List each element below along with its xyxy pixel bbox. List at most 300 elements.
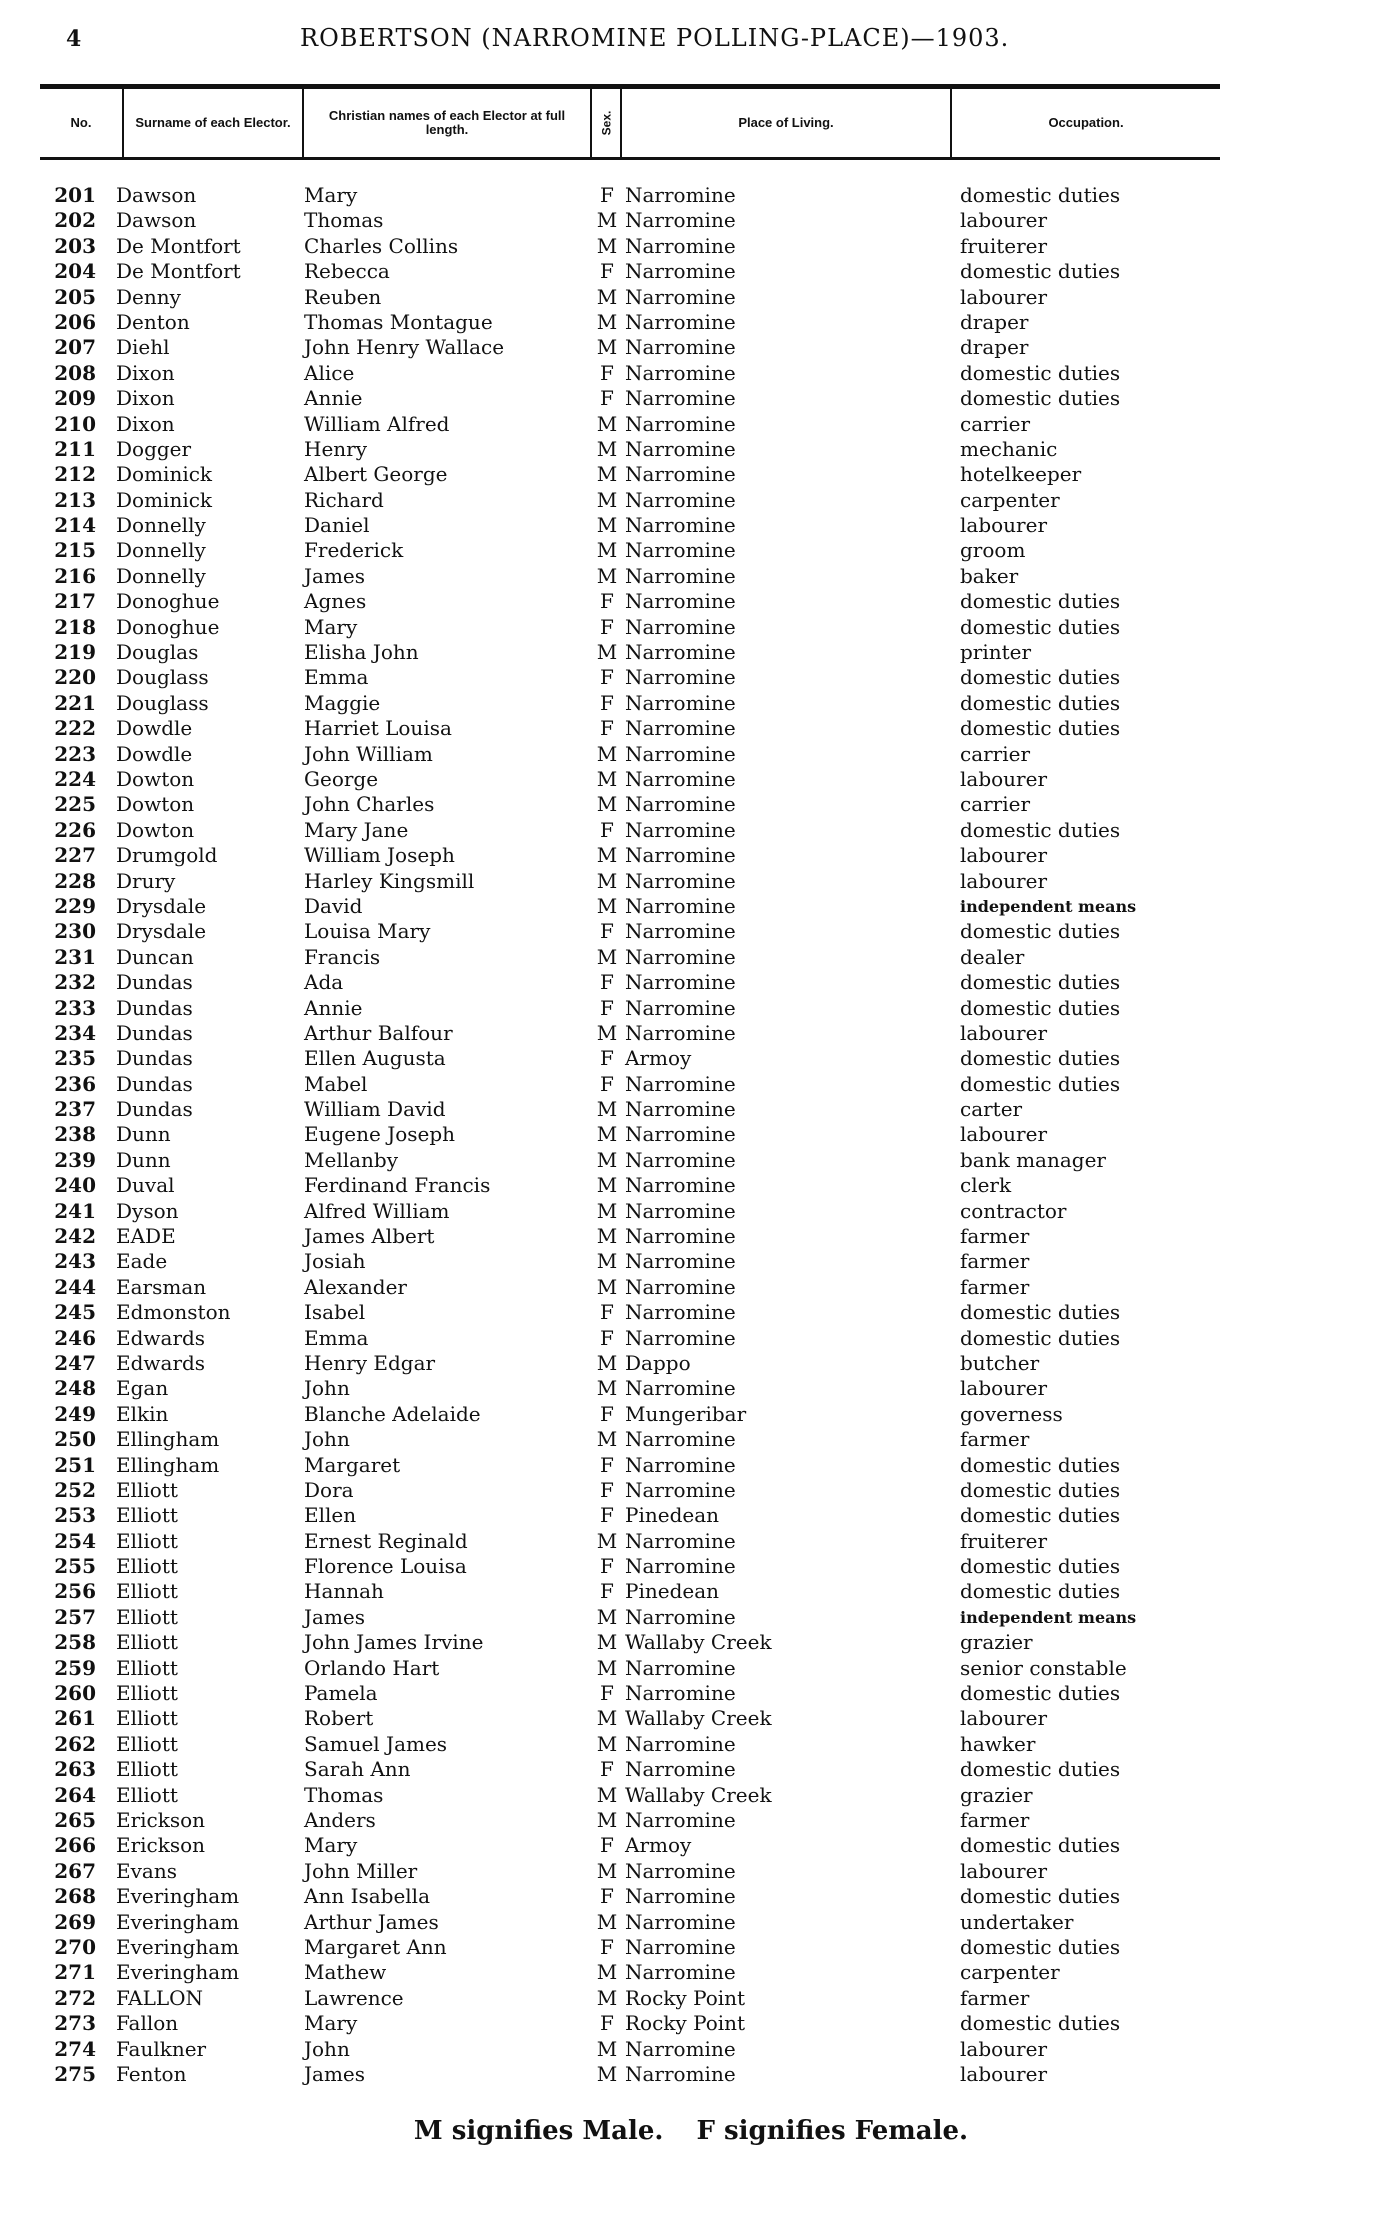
elector-occupation: draper bbox=[960, 335, 1029, 360]
elector-christian-names: James bbox=[304, 563, 366, 588]
elector-occupation: baker bbox=[960, 563, 1019, 588]
elector-number: 209 bbox=[54, 386, 96, 411]
elector-place: Narromine bbox=[625, 1858, 736, 1883]
elector-place: Narromine bbox=[625, 716, 736, 741]
table-row bbox=[0, 589, 1382, 614]
table-row bbox=[0, 1859, 1382, 1884]
table-row bbox=[0, 970, 1382, 995]
elector-place: Narromine bbox=[625, 766, 736, 791]
elector-place: Narromine bbox=[625, 1274, 736, 1299]
elector-christian-names: Henry Edgar bbox=[304, 1350, 436, 1375]
elector-sex: F bbox=[600, 1681, 614, 1706]
elector-sex: F bbox=[600, 589, 614, 614]
elector-surname: Dundas bbox=[116, 1046, 193, 1071]
elector-occupation: labourer bbox=[960, 1706, 1048, 1731]
table-row bbox=[0, 1173, 1382, 1198]
elector-sex: M bbox=[596, 487, 618, 512]
elector-number: 226 bbox=[54, 817, 96, 842]
elector-christian-names: James bbox=[304, 2061, 366, 2086]
table-row bbox=[0, 615, 1382, 640]
elector-christian-names: John James Irvine bbox=[304, 1630, 484, 1655]
elector-place: Narromine bbox=[625, 690, 736, 715]
table-row bbox=[0, 767, 1382, 792]
elector-christian-names: Rebecca bbox=[304, 259, 390, 284]
table-row bbox=[0, 1021, 1382, 1046]
elector-christian-names: Thomas Montague bbox=[304, 309, 493, 334]
table-row bbox=[0, 1783, 1382, 1808]
elector-surname: Dyson bbox=[116, 1198, 179, 1223]
table-row bbox=[0, 1072, 1382, 1097]
elector-occupation: domestic duties bbox=[960, 614, 1121, 639]
table-row bbox=[0, 1376, 1382, 1401]
elector-occupation: domestic duties bbox=[960, 690, 1121, 715]
elector-surname: Dominick bbox=[116, 487, 213, 512]
table-row bbox=[0, 386, 1382, 411]
header-christian-names: Christian names of each Elector at full length. bbox=[302, 89, 590, 157]
elector-place: Narromine bbox=[625, 1554, 736, 1579]
elector-christian-names: William Alfred bbox=[304, 411, 450, 436]
elector-occupation: governess bbox=[960, 1401, 1063, 1426]
table-row bbox=[0, 2037, 1382, 2062]
elector-place: Narromine bbox=[625, 1071, 736, 1096]
elector-sex: F bbox=[600, 259, 614, 284]
elector-list bbox=[0, 183, 1382, 2087]
elector-sex: M bbox=[596, 513, 618, 538]
table-row bbox=[0, 1554, 1382, 1579]
elector-number: 262 bbox=[54, 1731, 96, 1756]
elector-number: 221 bbox=[54, 690, 96, 715]
elector-number: 264 bbox=[54, 1782, 96, 1807]
elector-christian-names: John Miller bbox=[304, 1858, 418, 1883]
elector-surname: Dixon bbox=[116, 386, 175, 411]
elector-place: Narromine bbox=[625, 1884, 736, 1909]
elector-christian-names: Emma bbox=[304, 665, 369, 690]
table-row bbox=[0, 513, 1382, 538]
elector-sex: M bbox=[596, 893, 618, 918]
elector-occupation: fruiterer bbox=[960, 1528, 1048, 1553]
elector-christian-names: Florence Louisa bbox=[304, 1554, 467, 1579]
elector-sex: F bbox=[600, 1934, 614, 1959]
header-no: No. bbox=[70, 115, 92, 130]
elector-surname: Everingham bbox=[116, 1884, 240, 1909]
elector-surname: Dowdle bbox=[116, 741, 193, 766]
elector-number: 232 bbox=[54, 970, 96, 995]
elector-place: Narromine bbox=[625, 1808, 736, 1832]
elector-place: Wallaby Creek bbox=[625, 1782, 772, 1807]
elector-place: Narromine bbox=[625, 741, 736, 766]
elector-christian-names: Josiah bbox=[304, 1249, 366, 1274]
table-row bbox=[0, 894, 1382, 919]
elector-christian-names: Lawrence bbox=[304, 1985, 404, 2010]
table-row bbox=[0, 818, 1382, 843]
table-row bbox=[0, 1656, 1382, 1681]
elector-sex: M bbox=[596, 208, 618, 233]
elector-christian-names: John William bbox=[304, 741, 433, 766]
elector-number: 247 bbox=[54, 1350, 96, 1375]
table-row bbox=[0, 1148, 1382, 1173]
table-row bbox=[0, 183, 1382, 208]
elector-place: Armoy bbox=[625, 1046, 692, 1071]
table-row bbox=[0, 792, 1382, 817]
elector-occupation: labourer bbox=[960, 1020, 1048, 1045]
elector-place: Narromine bbox=[625, 1452, 736, 1477]
elector-sex: F bbox=[600, 665, 614, 690]
table-row bbox=[0, 1249, 1382, 1274]
table-row bbox=[0, 437, 1382, 462]
elector-number: 216 bbox=[54, 563, 96, 588]
elector-sex: M bbox=[596, 284, 618, 309]
elector-occupation: dealer bbox=[960, 944, 1025, 969]
column-header-row bbox=[40, 84, 1220, 160]
elector-occupation: carrier bbox=[960, 792, 1031, 817]
elector-sex: M bbox=[596, 1731, 618, 1756]
elector-surname: Denny bbox=[116, 284, 181, 309]
elector-surname: Elliott bbox=[116, 1757, 178, 1782]
elector-christian-names: William Joseph bbox=[304, 843, 455, 868]
elector-occupation: carpenter bbox=[960, 1960, 1060, 1985]
elector-sex: F bbox=[600, 1046, 614, 1071]
elector-number: 273 bbox=[54, 2011, 96, 2036]
elector-occupation: farmer bbox=[960, 1427, 1030, 1452]
elector-surname: Dowton bbox=[116, 792, 195, 817]
elector-place: Narromine bbox=[625, 2036, 736, 2061]
elector-surname: Donoghue bbox=[116, 589, 220, 614]
elector-occupation: groom bbox=[960, 538, 1026, 563]
elector-number: 214 bbox=[54, 513, 96, 538]
elector-christian-names: Henry bbox=[304, 436, 368, 461]
elector-occupation: carrier bbox=[960, 411, 1031, 436]
elector-surname: Donnelly bbox=[116, 513, 206, 538]
elector-surname: Earsman bbox=[116, 1274, 207, 1299]
elector-number: 240 bbox=[54, 1173, 96, 1198]
elector-occupation: domestic duties bbox=[960, 1884, 1121, 1909]
elector-surname: Duncan bbox=[116, 944, 194, 969]
elector-place: Narromine bbox=[625, 1960, 736, 1985]
table-row bbox=[0, 1833, 1382, 1858]
elector-christian-names: Annie bbox=[304, 386, 363, 411]
elector-occupation: hawker bbox=[960, 1731, 1036, 1756]
elector-christian-names: Robert bbox=[304, 1706, 374, 1731]
elector-surname: Douglas bbox=[116, 640, 199, 665]
table-row bbox=[0, 1402, 1382, 1427]
elector-surname: Elkin bbox=[116, 1401, 169, 1426]
elector-place: Narromine bbox=[625, 1427, 736, 1452]
elector-christian-names: Frederick bbox=[304, 538, 404, 563]
elector-number: 227 bbox=[54, 843, 96, 868]
elector-sex: M bbox=[596, 436, 618, 461]
elector-surname: Dominick bbox=[116, 462, 213, 487]
elector-christian-names: Reuben bbox=[304, 284, 382, 309]
elector-surname: FALLON bbox=[116, 1985, 204, 2010]
table-row bbox=[0, 1351, 1382, 1376]
elector-sex: M bbox=[596, 792, 618, 817]
table-row bbox=[0, 1478, 1382, 1503]
elector-occupation: independent means bbox=[960, 896, 1137, 916]
elector-christian-names: Ellen Augusta bbox=[304, 1046, 446, 1071]
elector-occupation: printer bbox=[960, 640, 1032, 665]
elector-christian-names: Annie bbox=[304, 995, 363, 1020]
elector-occupation: labourer bbox=[960, 1376, 1048, 1401]
elector-number: 272 bbox=[54, 1985, 96, 2010]
elector-occupation: labourer bbox=[960, 2036, 1048, 2061]
elector-surname: Elliott bbox=[116, 1630, 178, 1655]
elector-surname: Douglass bbox=[116, 690, 209, 715]
table-row bbox=[0, 1097, 1382, 1122]
elector-occupation: domestic duties bbox=[960, 919, 1121, 944]
elector-sex: F bbox=[600, 360, 614, 385]
elector-surname: Duval bbox=[116, 1173, 175, 1198]
table-row bbox=[0, 1884, 1382, 1909]
elector-occupation: domestic duties bbox=[960, 665, 1121, 690]
elector-occupation: labourer bbox=[960, 843, 1048, 868]
elector-christian-names: Margaret bbox=[304, 1452, 401, 1477]
elector-occupation: farmer bbox=[960, 1249, 1030, 1274]
elector-occupation: domestic duties bbox=[960, 2011, 1121, 2036]
table-row bbox=[0, 1960, 1382, 1985]
elector-christian-names: Alexander bbox=[304, 1274, 407, 1299]
elector-christian-names: Albert George bbox=[304, 462, 448, 487]
elector-place: Narromine bbox=[625, 868, 736, 893]
elector-surname: Dundas bbox=[116, 1071, 193, 1096]
elector-number: 207 bbox=[54, 335, 96, 360]
table-row bbox=[0, 716, 1382, 741]
elector-occupation: domestic duties bbox=[960, 1503, 1121, 1528]
elector-occupation: domestic duties bbox=[960, 386, 1121, 411]
elector-sex: M bbox=[596, 1020, 618, 1045]
elector-surname: Dixon bbox=[116, 360, 175, 385]
elector-sex: M bbox=[596, 1224, 618, 1249]
elector-number: 237 bbox=[54, 1097, 96, 1122]
elector-sex: F bbox=[600, 1833, 614, 1858]
elector-sex: M bbox=[596, 868, 618, 893]
elector-occupation: undertaker bbox=[960, 1909, 1074, 1934]
elector-surname: Drysdale bbox=[116, 919, 207, 944]
elector-surname: De Montfort bbox=[116, 233, 241, 258]
elector-christian-names: Agnes bbox=[304, 589, 367, 614]
elector-occupation: labourer bbox=[960, 1122, 1048, 1147]
elector-surname: Edwards bbox=[116, 1350, 206, 1375]
elector-place: Narromine bbox=[625, 817, 736, 842]
elector-occupation: labourer bbox=[960, 2061, 1048, 2086]
elector-place: Narromine bbox=[625, 1173, 736, 1198]
elector-place: Narromine bbox=[625, 309, 736, 334]
elector-surname: EADE bbox=[116, 1224, 176, 1249]
table-row bbox=[0, 208, 1382, 233]
elector-place: Narromine bbox=[625, 792, 736, 817]
table-row bbox=[0, 1986, 1382, 2011]
elector-number: 225 bbox=[54, 792, 96, 817]
elector-sex: M bbox=[596, 1249, 618, 1274]
elector-surname: Dogger bbox=[116, 436, 192, 461]
elector-sex: F bbox=[600, 919, 614, 944]
elector-christian-names: James Albert bbox=[304, 1224, 435, 1249]
header-sex-label: Sex. bbox=[599, 110, 613, 136]
header-surname: Surname of each Elector. bbox=[122, 89, 302, 157]
elector-occupation: carter bbox=[960, 1097, 1023, 1122]
elector-christian-names: Mary bbox=[304, 2011, 358, 2036]
elector-number: 243 bbox=[54, 1249, 96, 1274]
table-row bbox=[0, 564, 1382, 589]
elector-christian-names: Mellanby bbox=[304, 1147, 399, 1172]
elector-number: 265 bbox=[54, 1808, 96, 1832]
elector-number: 250 bbox=[54, 1427, 96, 1452]
elector-occupation: domestic duties bbox=[960, 259, 1121, 284]
elector-sex: F bbox=[600, 1757, 614, 1782]
table-row bbox=[0, 234, 1382, 259]
elector-christian-names: Maggie bbox=[304, 690, 381, 715]
elector-place: Narromine bbox=[625, 1528, 736, 1553]
elector-christian-names: John Charles bbox=[304, 792, 435, 817]
elector-sex: F bbox=[600, 1452, 614, 1477]
elector-christian-names: Louisa Mary bbox=[304, 919, 431, 944]
elector-sex: F bbox=[600, 1401, 614, 1426]
table-row bbox=[0, 1910, 1382, 1935]
elector-number: 261 bbox=[54, 1706, 96, 1731]
elector-number: 258 bbox=[54, 1630, 96, 1655]
elector-place: Rocky Point bbox=[625, 2011, 746, 2036]
elector-occupation: domestic duties bbox=[960, 995, 1121, 1020]
elector-occupation: contractor bbox=[960, 1198, 1067, 1223]
elector-sex: F bbox=[600, 716, 614, 741]
elector-occupation: domestic duties bbox=[960, 1300, 1121, 1325]
elector-number: 251 bbox=[54, 1452, 96, 1477]
elector-christian-names: Mary bbox=[304, 1833, 358, 1858]
elector-sex: M bbox=[596, 538, 618, 563]
elector-occupation: domestic duties bbox=[960, 1325, 1121, 1350]
page-title: ROBERTSON (NARROMINE POLLING-PLACE)—1903. bbox=[300, 24, 1010, 52]
elector-place: Narromine bbox=[625, 1020, 736, 1045]
elector-number: 246 bbox=[54, 1325, 96, 1350]
elector-sex: M bbox=[596, 843, 618, 868]
elector-place: Narromine bbox=[625, 1147, 736, 1172]
elector-place: Narromine bbox=[625, 1325, 736, 1350]
elector-number: 218 bbox=[54, 614, 96, 639]
elector-surname: Douglass bbox=[116, 665, 209, 690]
elector-surname: Dowton bbox=[116, 766, 195, 791]
elector-occupation: domestic duties bbox=[960, 1477, 1121, 1502]
elector-place: Narromine bbox=[625, 919, 736, 944]
elector-sex: M bbox=[596, 2036, 618, 2061]
elector-number: 228 bbox=[54, 868, 96, 893]
table-row bbox=[0, 1732, 1382, 1757]
elector-christian-names: Mathew bbox=[304, 1960, 387, 1985]
elector-surname: Diehl bbox=[116, 335, 170, 360]
elector-occupation: labourer bbox=[960, 513, 1048, 538]
elector-place: Narromine bbox=[625, 360, 736, 385]
elector-sex: M bbox=[596, 1097, 618, 1122]
table-row bbox=[0, 2062, 1382, 2087]
table-row bbox=[0, 1935, 1382, 1960]
elector-surname: Elliott bbox=[116, 1528, 178, 1553]
table-row bbox=[0, 2011, 1382, 2036]
elector-sex: F bbox=[600, 183, 614, 207]
table-row bbox=[0, 996, 1382, 1021]
elector-number: 260 bbox=[54, 1681, 96, 1706]
table-row bbox=[0, 1300, 1382, 1325]
elector-surname: Faulkner bbox=[116, 2036, 207, 2061]
elector-sex: M bbox=[596, 233, 618, 258]
elector-number: 202 bbox=[54, 208, 96, 233]
elector-christian-names: Emma bbox=[304, 1325, 369, 1350]
elector-christian-names: Daniel bbox=[304, 513, 370, 538]
elector-number: 231 bbox=[54, 944, 96, 969]
elector-surname: Elliott bbox=[116, 1579, 178, 1604]
elector-sex: M bbox=[596, 1706, 618, 1731]
elector-sex: M bbox=[596, 944, 618, 969]
legend-footer bbox=[0, 2116, 1382, 2146]
elector-occupation: domestic duties bbox=[960, 817, 1121, 842]
elector-sex: M bbox=[596, 1147, 618, 1172]
elector-place: Narromine bbox=[625, 614, 736, 639]
table-row bbox=[0, 742, 1382, 767]
elector-sex: F bbox=[600, 995, 614, 1020]
elector-surname: Dundas bbox=[116, 970, 193, 995]
elector-surname: Dowdle bbox=[116, 716, 193, 741]
elector-place: Narromine bbox=[625, 1731, 736, 1756]
elector-number: 206 bbox=[54, 309, 96, 334]
elector-sex: F bbox=[600, 1071, 614, 1096]
table-row bbox=[0, 1275, 1382, 1300]
elector-surname: Evans bbox=[116, 1858, 177, 1883]
elector-number: 213 bbox=[54, 487, 96, 512]
elector-place: Narromine bbox=[625, 1477, 736, 1502]
elector-christian-names: Ferdinand Francis bbox=[304, 1173, 491, 1198]
female-note: F signifies Female. bbox=[696, 2116, 969, 2146]
elector-christian-names: Ernest Reginald bbox=[304, 1528, 468, 1553]
table-row bbox=[0, 1503, 1382, 1528]
elector-place: Pinedean bbox=[625, 1503, 720, 1528]
elector-sex: M bbox=[596, 1782, 618, 1807]
elector-number: 229 bbox=[54, 893, 96, 918]
elector-number: 204 bbox=[54, 259, 96, 284]
elector-number: 235 bbox=[54, 1046, 96, 1071]
table-row bbox=[0, 665, 1382, 690]
table-row bbox=[0, 1046, 1382, 1071]
elector-christian-names: Mary bbox=[304, 183, 358, 207]
elector-surname: Dowton bbox=[116, 817, 195, 842]
table-row bbox=[0, 1199, 1382, 1224]
table-row bbox=[0, 285, 1382, 310]
elector-number: 210 bbox=[54, 411, 96, 436]
elector-occupation: domestic duties bbox=[960, 1554, 1121, 1579]
elector-surname: Eade bbox=[116, 1249, 168, 1274]
elector-occupation: bank manager bbox=[960, 1147, 1106, 1172]
elector-sex: F bbox=[600, 970, 614, 995]
elector-sex: M bbox=[596, 1808, 618, 1832]
elector-number: 267 bbox=[54, 1858, 96, 1883]
elector-occupation: independent means bbox=[960, 1607, 1137, 1627]
elector-place: Narromine bbox=[625, 284, 736, 309]
elector-sex: M bbox=[596, 1604, 618, 1629]
elector-number: 248 bbox=[54, 1376, 96, 1401]
elector-place: Narromine bbox=[625, 513, 736, 538]
table-row bbox=[0, 1427, 1382, 1452]
elector-place: Narromine bbox=[625, 665, 736, 690]
elector-sex: M bbox=[596, 1960, 618, 1985]
elector-occupation: grazier bbox=[960, 1782, 1033, 1807]
elector-occupation: farmer bbox=[960, 1224, 1030, 1249]
elector-place: Pinedean bbox=[625, 1579, 720, 1604]
elector-christian-names: John Henry Wallace bbox=[304, 335, 505, 360]
elector-place: Narromine bbox=[625, 1249, 736, 1274]
elector-place: Narromine bbox=[625, 436, 736, 461]
elector-christian-names: John bbox=[304, 1427, 350, 1452]
elector-surname: Dixon bbox=[116, 411, 175, 436]
elector-occupation: domestic duties bbox=[960, 1681, 1121, 1706]
table-row bbox=[0, 1529, 1382, 1554]
elector-place: Narromine bbox=[625, 386, 736, 411]
table-row bbox=[0, 691, 1382, 716]
